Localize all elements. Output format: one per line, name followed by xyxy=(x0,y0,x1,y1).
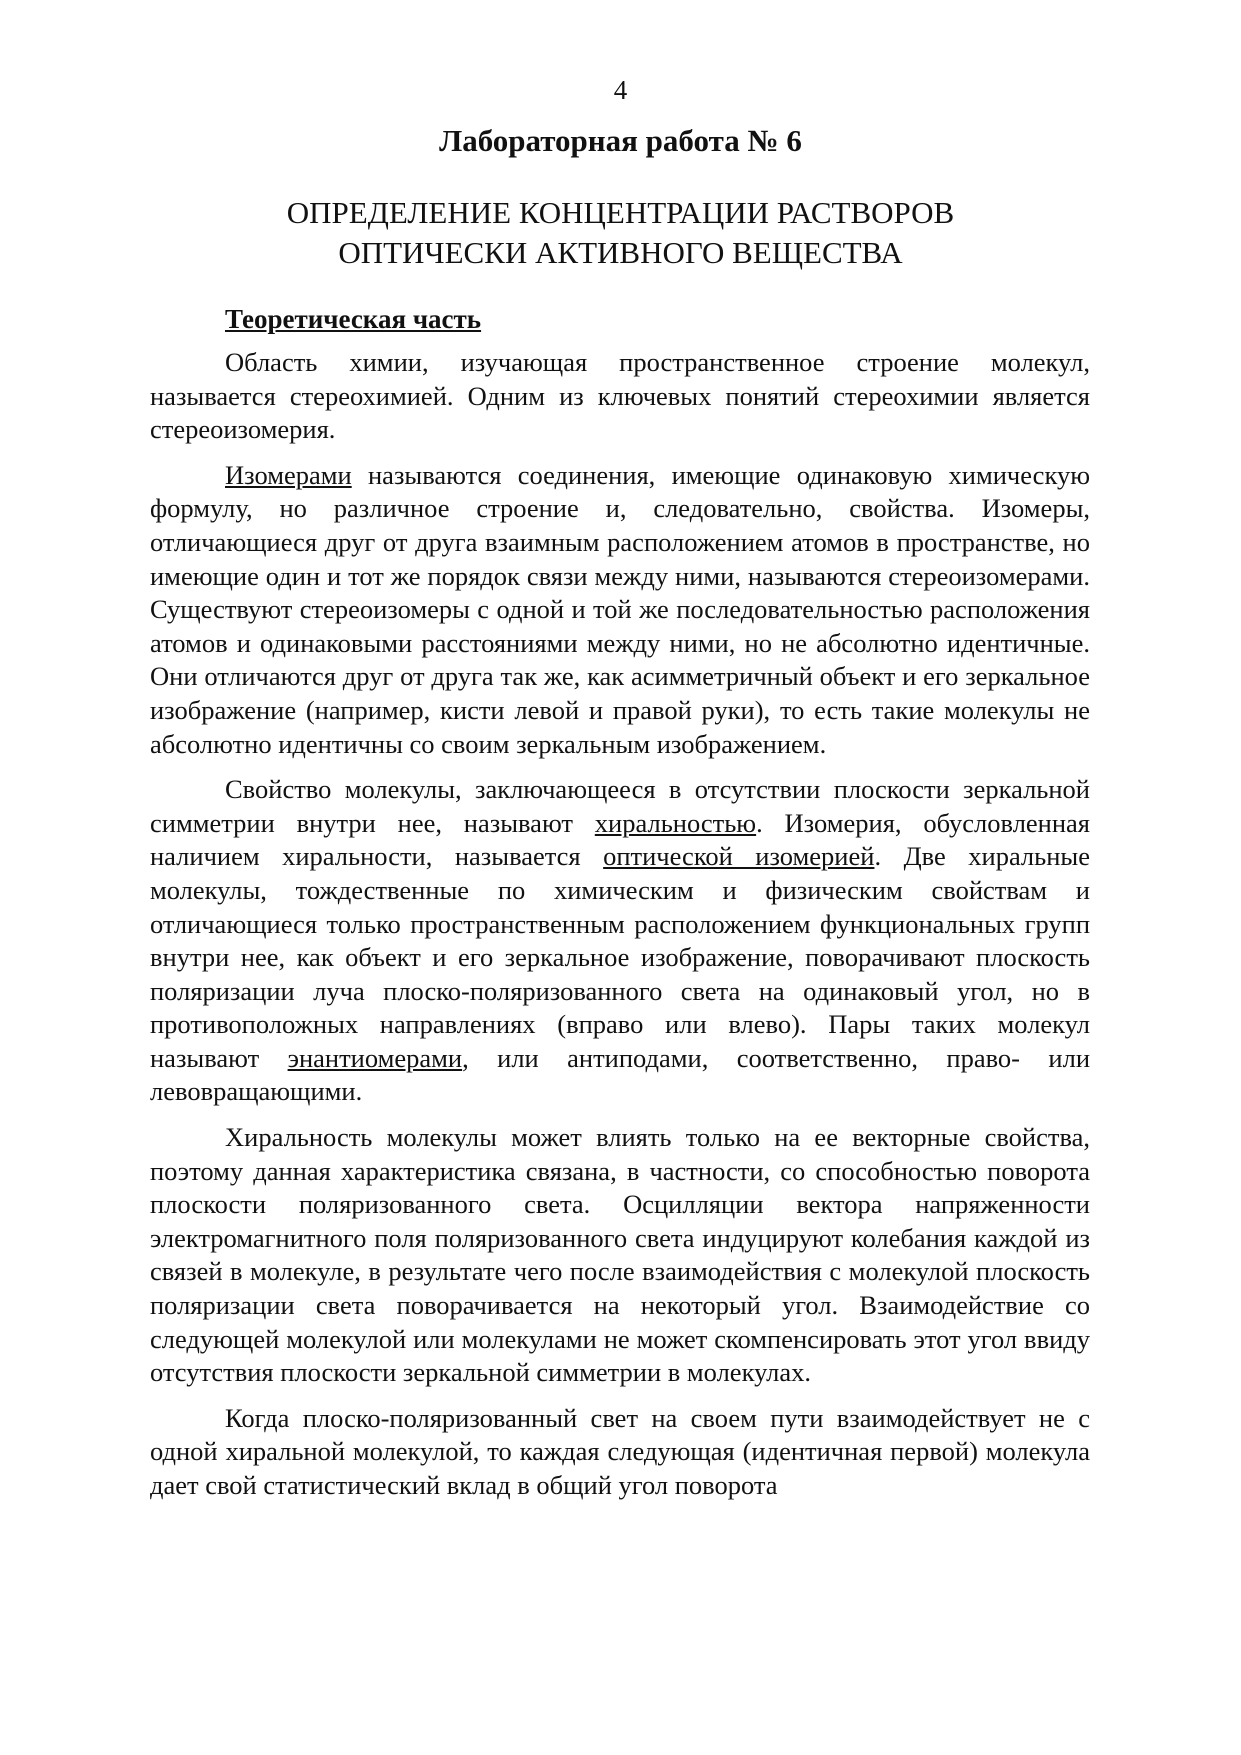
paragraph-text: Область химии, изучающая пространственное строение молекул, называется стереохимией. Одним из ключевых понятий стереохимии является стереоизомерия. xyxy=(150,347,1090,445)
term-enantiomers: энантиомерами xyxy=(287,1042,463,1073)
section-heading-theory: Теоретическая часть xyxy=(225,304,482,334)
document-body xyxy=(150,302,1090,1515)
paragraph-chirality xyxy=(150,773,1090,1109)
paragraph-text: . Изомерия, обусловленная наличием хиральности, называется xyxy=(150,807,1090,872)
paragraph-text: Когда плоско-поляризованный свет на своем пути взаимодействует не с одной хиральной молекулой, то каждая следующая (идентичная первой) молекула дает свой статистический вклад в общий угол поворота xyxy=(150,1402,1090,1500)
term-isomers: Изомерами xyxy=(225,459,352,490)
paragraph-vector-properties xyxy=(150,1121,1090,1390)
term-optical-isomerism: оптической изомерией xyxy=(603,841,875,872)
paragraph-polarized-light xyxy=(150,1402,1090,1503)
paragraph-isomers xyxy=(150,459,1090,761)
main-title-line-1: ОПРЕДЕЛЕНИЕ КОНЦЕНТРАЦИИ РАСТВОРОВ xyxy=(286,195,955,230)
paragraph-text: . Две хиральные молекулы, тождественные по химическим и физическим свойствам и отличающиеся только пространственным расположением функциональных групп внутри нее, как объект и его зеркальное изображение, поворачивают плоскость поляризации луча плоско-поляризованного света на одинаковый угол, но в противоположных направлениях (вправо или влево). Пары таких молекул называют xyxy=(150,841,1090,1073)
paragraph-text: Свойство молекулы, заключающееся в отсутствии плоскости зеркальной симметрии внутри нее, называют xyxy=(150,774,1090,838)
paragraph-text: Хиральность молекулы может влиять только на ее векторные свойства, поэтому данная характеристика связана, в частности, со способностью поворота плоскости поляризованного света. Осцилляции вектора напряженности электромагнитного поля поляризованного света индуцируют колебания каждой из связей в молекуле, в результате чего после взаимодействия с молекулой плоскость поляризации света поворачивается на некоторый угол. Взаимодействие со следующей молекулой или молекулами не может скомпенсировать этот угол ввиду отсутствия плоскости зеркальной симметрии в молекулах. xyxy=(150,1122,1090,1388)
main-title-line-2: ОПТИЧЕСКИ АКТИВНОГО ВЕЩЕСТВА xyxy=(338,235,903,270)
page-number: 4 xyxy=(613,75,628,105)
lab-work-title: Лабораторная работа № 6 xyxy=(439,123,802,158)
main-title xyxy=(0,193,1241,273)
paragraph-text: , или антиподами, соответственно, право- или левовращающими. xyxy=(150,1042,1091,1107)
paragraph-text: называются соединения, имеющие одинаковую химическую формулу, но различное строение и, следовательно, свойства. Изомеры, отличающиеся друг от друга взаимным расположением атомов в пространстве, но имеющие один и тот же порядок связи между ними, называются стереоизомерами. Существуют стереоизомеры с одной и той же последовательностью расположения атомов и одинаковыми расстояниями между ними, но не абсолютно идентичные. Они отличаются друг от друга так же, как асимметричный объект и его зеркальное изображение (например, кисти левой и правой руки), то есть такие молекулы не абсолютно идентичны со своим зеркальным изображением. xyxy=(150,459,1090,759)
term-chirality: хиральностью xyxy=(594,807,757,838)
paragraph-stereochemistry xyxy=(150,346,1090,447)
